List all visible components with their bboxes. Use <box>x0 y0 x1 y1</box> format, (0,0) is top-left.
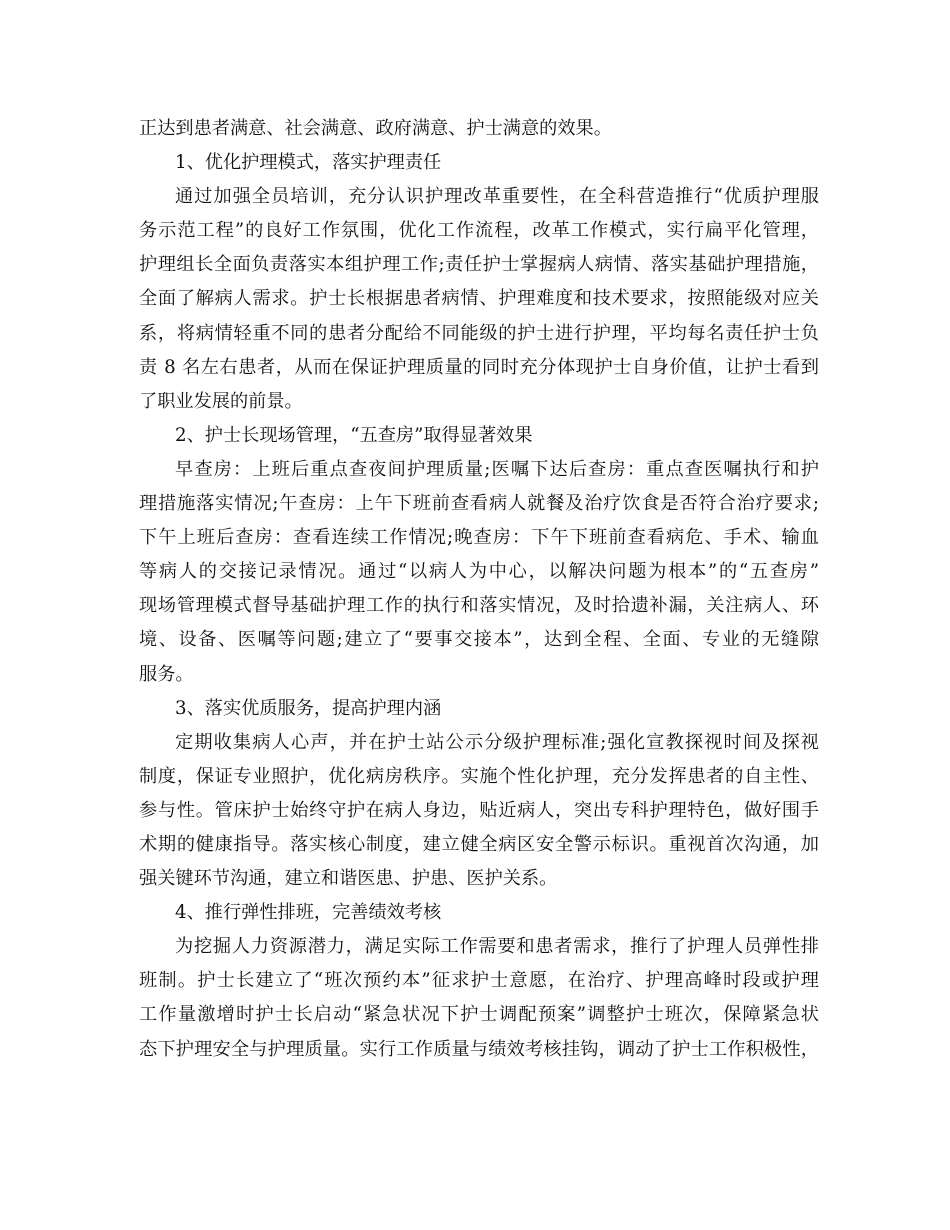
paragraph-line: 通过加强全员培训，充分认识护理改革重要性，在全科营造推行“优质护理服 <box>175 186 819 208</box>
paragraph-line: 责 8 名左右患者，从而在保证护理质量的同时充分体现护士自身价值，让护士看到 <box>139 356 819 378</box>
paragraph-line: 了职业发展的前景。 <box>139 390 303 412</box>
document-body <box>139 112 819 1067</box>
paragraph-line: 态下护理安全与护理质量。实行工作质量与绩效考核挂钩，调动了护士工作积极性， <box>139 1038 819 1060</box>
section-heading-3: 3、落实优质服务，提高护理内涵 <box>175 697 442 719</box>
paragraph-line: 早查房：上班后重点查夜间护理质量;医嘱下达后查房：重点查医嘱执行和护 <box>175 458 819 480</box>
paragraph-line: 工作量激增时护士长启动“紧急状况下护士调配预案”调整护士班次，保障紧急状 <box>139 1004 819 1026</box>
paragraph-line: 下午上班后查房：查看连续工作情况;晚查房：下午下班前查看病危、手术、输血 <box>139 527 819 549</box>
paragraph-line: 班制。护士长建立了“班次预约本”征求护士意愿，在治疗、护理高峰时段或护理 <box>139 970 819 992</box>
paragraph-line: 制度，保证专业照护，优化病房秩序。实施个性化护理，充分发挥患者的自主性、 <box>139 765 819 787</box>
paragraph-line: 正达到患者满意、社会满意、政府满意、护士满意的效果。 <box>139 118 612 139</box>
paragraph-line: 境、设备、医嘱等问题;建立了“要事交接本”，达到全程、全面、专业的无缝隙 <box>139 629 819 651</box>
paragraph-line: 强关键环节沟通，建立和谐医患、护患、医护关系。 <box>139 868 558 890</box>
paragraph-line: 参与性。管床护士始终守护在病人身边，贴近病人，突出专科护理特色，做好围手 <box>139 799 819 821</box>
paragraph-line: 全面了解病人需求。护士长根据患者病情、护理难度和技术要求，按照能级对应关 <box>139 288 819 310</box>
paragraph-line: 系，将病情轻重不同的患者分配给不同能级的护士进行护理，平均每名责任护士负 <box>139 322 819 344</box>
paragraph-line: 服务。 <box>139 663 194 685</box>
paragraph-line: 等病人的交接记录情况。通过“以病人为中心，以解决问题为根本”的“五查房” <box>139 561 819 583</box>
paragraph-line: 理措施落实情况;午查房：上午下班前查看病人就餐及治疗饮食是否符合治疗要求; <box>139 493 819 515</box>
paragraph-line: 术期的健康指导。落实核心制度，建立健全病区安全警示标识。重视首次沟通，加 <box>139 833 819 855</box>
paragraph-line: 务示范工程”的良好工作氛围，优化工作流程，改革工作模式，实行扁平化管理， <box>139 220 819 242</box>
paragraph-line: 护理组长全面负责落实本组护理工作;责任护士掌握病人病情、落实基础护理措施， <box>139 254 819 276</box>
paragraph-line: 为挖掘人力资源潜力，满足实际工作需要和患者需求，推行了护理人员弹性排 <box>175 936 819 958</box>
section-heading-1: 1、优化护理模式，落实护理责任 <box>175 152 442 174</box>
paragraph-line: 现场管理模式督导基础护理工作的执行和落实情况，及时拾遗补漏，关注病人、环 <box>139 595 819 617</box>
section-heading-4: 4、推行弹性排班，完善绩效考核 <box>175 902 442 924</box>
paragraph-line: 定期收集病人心声，并在护士站公示分级护理标准;强化宣教探视时间及探视 <box>175 731 819 753</box>
section-heading-2: 2、护士长现场管理，“五查房”取得显著效果 <box>175 424 533 446</box>
